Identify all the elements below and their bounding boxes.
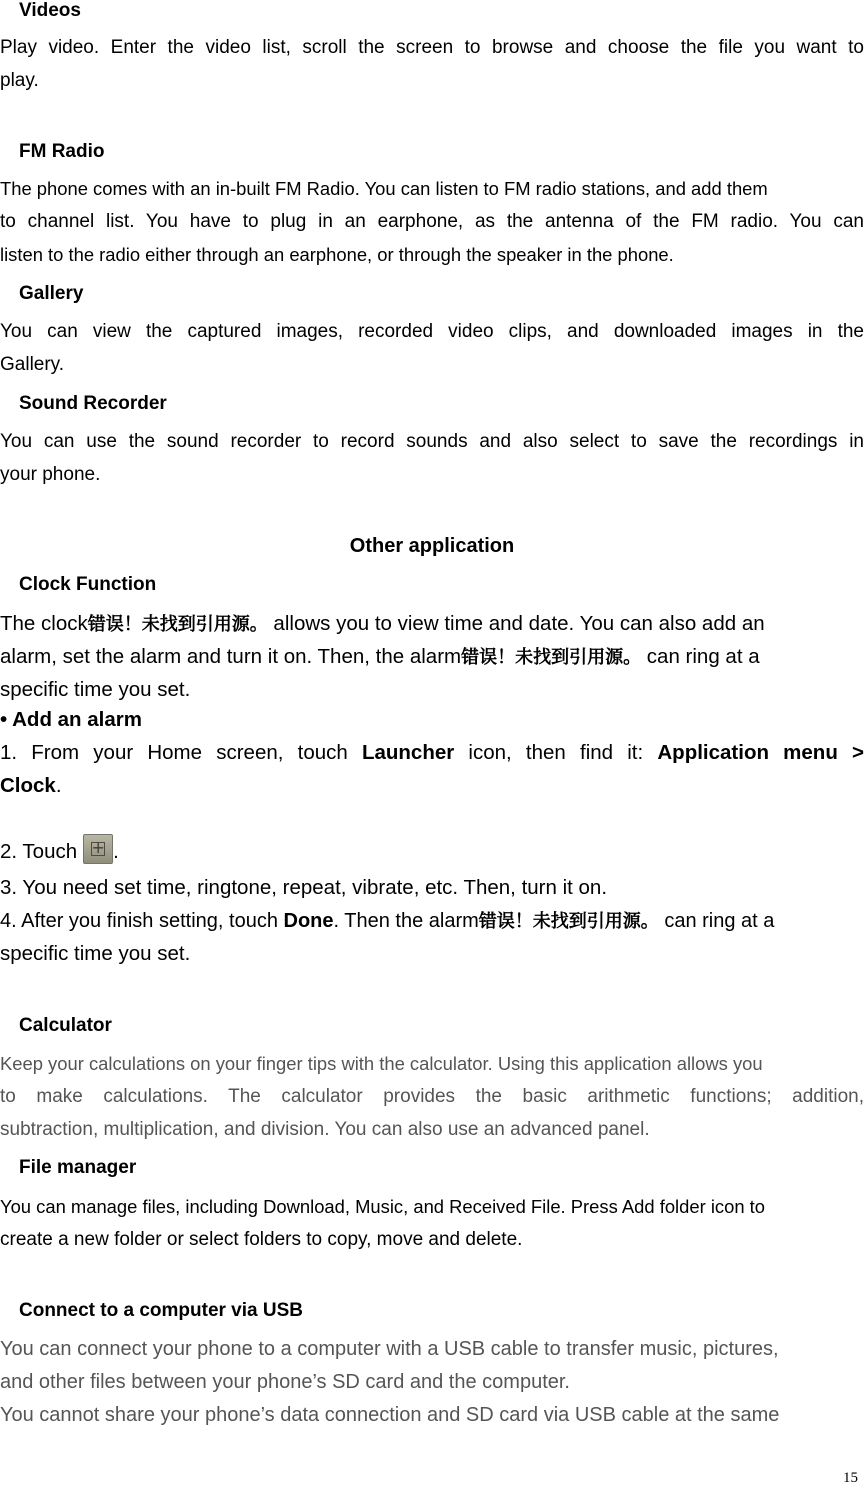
reference-error: 错误！未找到引用源。 bbox=[478, 911, 659, 932]
reference-error: 错误！未找到引用源。 bbox=[461, 647, 642, 668]
calculator-text-line: subtraction, multiplication, and division. You can also use an advanced panel. bbox=[0, 1119, 650, 1140]
gallery-text-line: You can view the captured images, recorded video clips, and downloaded images in the bbox=[0, 321, 864, 342]
fm-radio-text-line: listen to the radio either through an earphone, or through the speaker in the phone. bbox=[0, 244, 674, 265]
section-title-fm-radio: FM Radio bbox=[19, 141, 105, 162]
usb-text-line: You cannot share your phone’s data connection and SD card via USB cable at the same bbox=[0, 1404, 780, 1426]
done-label: Done bbox=[283, 910, 334, 932]
clock-text-line: alarm, set the alarm and turn it on. Then, the alarm错误！未找到引用源。 can ring at a bbox=[0, 645, 760, 668]
calculator-text-line: to make calculations. The calculator provides the basic arithmetic functions; addition, bbox=[0, 1086, 864, 1107]
fm-radio-text-line: to channel list. You have to plug in an earphone, as the antenna of the FM radio. You can bbox=[0, 211, 864, 232]
add-alarm-heading: • Add an alarm bbox=[0, 708, 142, 731]
clock-text-line: The clock错误！未找到引用源。 allows you to view time and date. You can also add an bbox=[0, 612, 765, 635]
alarm-step-1: 1. From your Home screen, touch Launcher icon, then find it: Application menu > bbox=[0, 741, 864, 764]
section-title-usb: Connect to a computer via USB bbox=[19, 1300, 303, 1321]
fm-radio-text-line: The phone comes with an in-built FM Radio. You can listen to FM radio stations, and add them bbox=[0, 178, 768, 199]
reference-error: 错误！未找到引用源。 bbox=[87, 614, 268, 635]
videos-text-line: play. bbox=[0, 70, 39, 91]
file-manager-text-line: create a new folder or select folders to copy, move and delete. bbox=[0, 1229, 523, 1250]
usb-text-line: and other files between your phone’s SD card and the computer. bbox=[0, 1371, 570, 1393]
section-title-file-manager: File manager bbox=[19, 1157, 137, 1178]
alarm-step-3: 3. You need set time, ringtone, repeat, vibrate, etc. Then, turn it on. bbox=[0, 876, 608, 899]
launcher-label: Launcher bbox=[361, 741, 455, 764]
section-title-gallery: Gallery bbox=[19, 283, 84, 304]
alarm-step-2: 2. Touch+ . bbox=[0, 834, 864, 864]
calculator-text-line: Keep your calculations on your finger tips with the calculator. Using this application allows you bbox=[0, 1053, 763, 1074]
clock-text-line: specific time you set. bbox=[0, 678, 191, 701]
sound-recorder-text-line: You can use the sound recorder to record sounds and also select to save the recordings in bbox=[0, 431, 864, 452]
alarm-step-1-cont: Clock. bbox=[0, 774, 62, 797]
gallery-text-line: Gallery. bbox=[0, 354, 65, 375]
file-manager-text-line: You can manage files, including Download, Music, and Received File. Press Add folder icon to bbox=[0, 1196, 766, 1217]
section-title-sound-recorder: Sound Recorder bbox=[19, 393, 167, 414]
page-number: 15 bbox=[843, 1470, 858, 1486]
add-alarm-icon bbox=[83, 834, 113, 864]
heading-other-application: Other application bbox=[349, 535, 515, 557]
application-menu-label: Application menu > bbox=[657, 741, 864, 764]
section-title-clock-function: Clock Function bbox=[19, 574, 157, 595]
section-title-calculator: Calculator bbox=[19, 1015, 112, 1036]
alarm-step-4-cont: specific time you set. bbox=[0, 942, 191, 965]
section-title-videos: Videos bbox=[19, 0, 81, 21]
usb-text-line: You can connect your phone to a computer with a USB cable to transfer music, pictures, bbox=[0, 1338, 779, 1360]
alarm-step-4: 4. After you finish setting, touch Done. Then the alarm错误！未找到引用源。 can ring at a bbox=[0, 910, 775, 932]
videos-text-line: Play video. Enter the video list, scroll the screen to browse and choose the file you want to bbox=[0, 37, 864, 58]
sound-recorder-text-line: your phone. bbox=[0, 464, 101, 485]
clock-label: Clock bbox=[0, 774, 56, 797]
